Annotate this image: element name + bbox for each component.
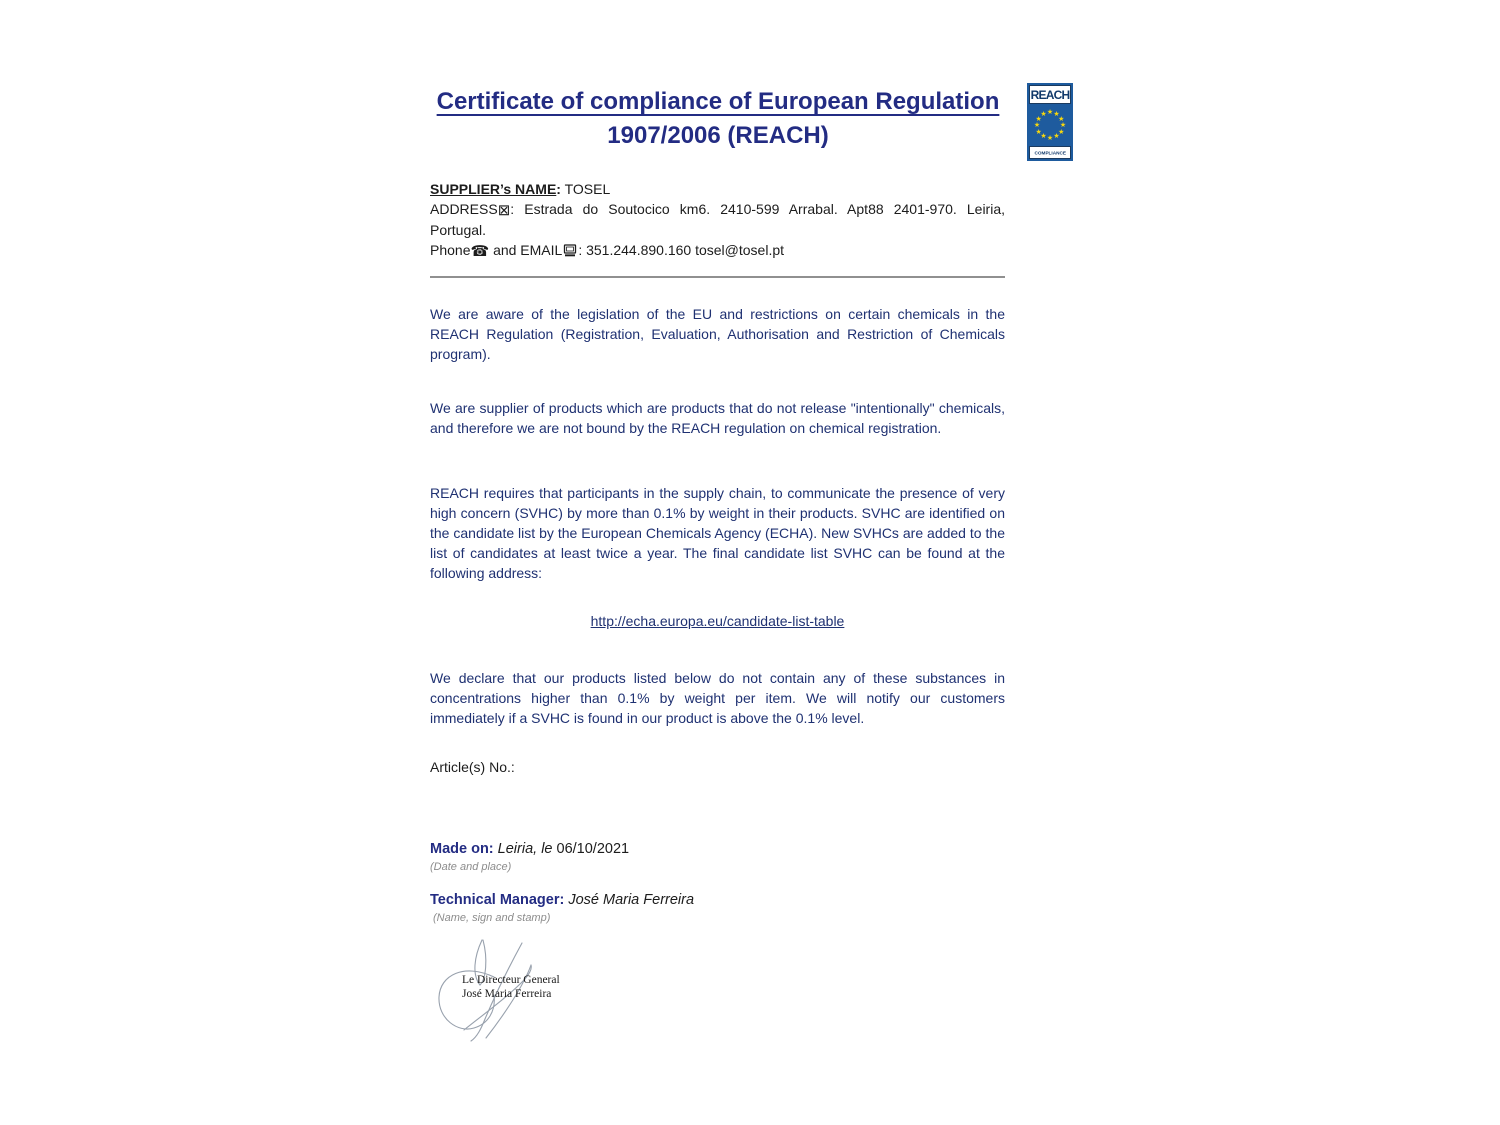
document-title — [358, 85, 1078, 156]
star-icon: ★ — [1035, 115, 1042, 123]
made-on-line — [430, 839, 1005, 859]
supplier-name-colon: : — [556, 181, 561, 197]
made-on-label: Made on: — [430, 841, 494, 857]
signature-stamp-text — [462, 973, 560, 1001]
technical-manager-label: Technical Manager: — [430, 892, 565, 908]
technical-manager-line — [430, 890, 1005, 910]
signature-block — [436, 937, 596, 1045]
compliance-banner — [1029, 146, 1071, 159]
star-icon: ★ — [1059, 122, 1067, 129]
paragraph-eu-awareness: We are aware of the legislation of the EU and restrictions on certain chemicals in the REACH Regulation (Registration, Evaluation, Authorisation and Restriction of Chemicals program). — [430, 306, 1005, 362]
supplier-name-line — [430, 179, 1005, 199]
eu-stars-circle — [1029, 104, 1071, 146]
name-sign-stamp-note: (Name, sign and stamp) — [433, 912, 551, 924]
made-on-date: 06/10/2021 — [556, 841, 630, 857]
email-label: and EMAIL — [493, 242, 563, 258]
star-icon: ★ — [1046, 109, 1054, 116]
star-icon: ★ — [1040, 110, 1047, 118]
signature-name: José Maria Ferreira — [462, 988, 552, 1000]
candidate-list-link[interactable]: http://echa.europa.eu/candidate-list-table — [590, 613, 845, 629]
title-line-2: 1907/2006 (REACH) — [607, 122, 829, 149]
phone-icon: ☎ — [470, 243, 490, 260]
star-icon: ★ — [1053, 133, 1060, 141]
star-icon: ★ — [1058, 115, 1065, 123]
reach-logo-wordmark: REACH — [1029, 85, 1071, 104]
technical-manager-name: José Maria Ferreira — [568, 892, 695, 908]
made-on-place: Leiria, le — [497, 841, 553, 857]
compliance-label: COMPLIANCE — [1034, 149, 1066, 156]
star-icon: ★ — [1058, 128, 1065, 136]
section-divider — [430, 276, 1005, 278]
star-icon: ★ — [1046, 135, 1054, 142]
computer-icon — [563, 244, 577, 257]
envelope-icon: ⊠ — [497, 202, 511, 219]
paragraph-supplier-statement: We are supplier of products which are products that do not release "intentionally" chemicals, and therefore we are not bound by the REACH regulation on chemical registration. — [430, 400, 1005, 436]
candidate-list-link-line — [430, 611, 1005, 631]
supplier-name-value: TOSEL — [564, 181, 611, 197]
reach-compliance-logo — [1027, 83, 1073, 161]
supplier-address-line — [430, 199, 1005, 240]
signature-title: Le Directeur General — [462, 974, 560, 986]
star-icon: ★ — [1040, 133, 1047, 141]
star-icon: ★ — [1053, 110, 1060, 118]
star-icon: ★ — [1035, 128, 1042, 136]
address-value: : Estrada do Soutocico km6. 2410-599 Arrabal. Apt88 2401-970. Leiria, Portugal. — [430, 201, 1005, 238]
address-label: ADDRESS — [430, 201, 498, 217]
contact-value: : 351.244.890.160 tosel@tosel.pt — [578, 242, 785, 258]
paragraph-declaration: We declare that our products listed below do not contain any of these substances in concentrations higher than 0.1% by weight per item. We will notify our customers immediately if a SVHC is found in our product is above the 0.1% level. — [430, 670, 1005, 726]
articles-number-label: Article(s) No.: — [430, 759, 515, 775]
document-body — [430, 85, 1005, 1045]
title-line-1: Certificate of compliance of European Regulation — [436, 88, 1000, 115]
supplier-name-label: SUPPLIER’s NAME — [430, 181, 557, 197]
date-place-note: (Date and place) — [430, 861, 512, 873]
paragraph-reach-requirements: REACH requires that participants in the supply chain, to communicate the presence of very high concern (SVHC) by more than 0.1% by weight in their products. SVHC are identified on the candidate list by the European Chemicals Agency (ECHA). New SVHCs are added to the list of candidates at least twice a year. The final candidate list SVHC can be found at the following address: — [430, 485, 1005, 581]
star-icon: ★ — [1033, 122, 1041, 129]
supplier-block — [430, 179, 1005, 261]
supplier-contact-line — [430, 240, 1005, 261]
phone-label: Phone — [430, 242, 471, 258]
